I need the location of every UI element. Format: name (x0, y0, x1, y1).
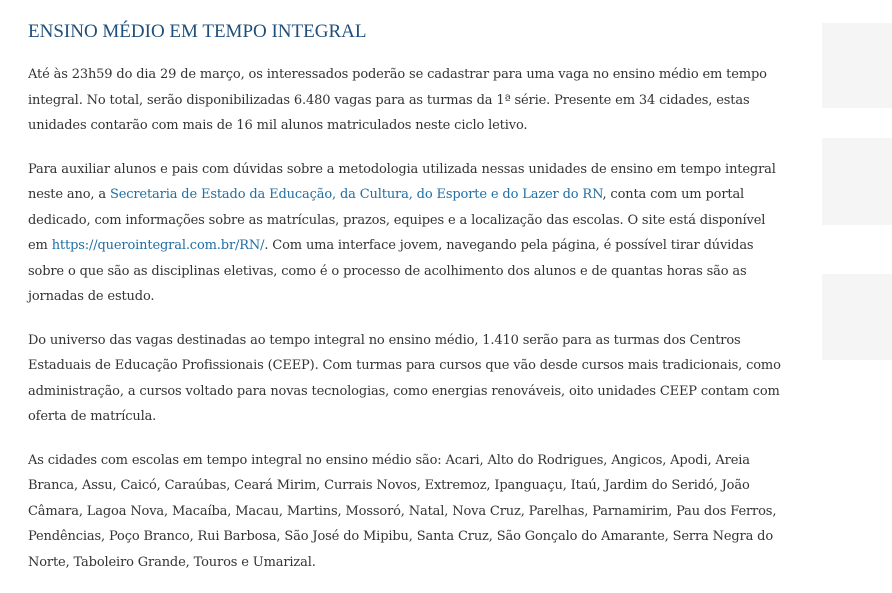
paragraph-portal (28, 157, 788, 310)
sidebar-placeholder-2 (822, 138, 892, 225)
secretaria-link[interactable]: Secretaria de Estado da Educação, da Cultura, do Esporte e do Lazer do RN (109, 187, 603, 202)
paragraph-portal-text-3: . Com uma interface jovem, navegando pela página, é possível tirar dúvidas sobre o que são as disciplinas eletivas, como é o processo de acolhimento dos alunos e de quantas horas são as jornadas de estudo. (28, 238, 754, 304)
paragraph-cities: As cidades com escolas em tempo integral no ensino médio são: Acari, Alto do Rodrigues, Angicos, Apodi, Areia Branca, Assu, Caicó, Caraúbas, Ceará Mirim, Currais Novos, Extremoz, Ipanguaçu, Itaú, Jardim do Seridó, João Câmara, Lagoa Nova, Macaíba, Macau, Martins, Mossoró, Natal, Nova Cruz, Parelhas, Parnamirim, Pau dos Ferros, Pendências, Poço Branco, Rui Barbosa, São José do Mipibu, Santa Cruz, São Gonçalo do Amarante, Serra Negra do Norte, Taboleiro Grande, Touros e Umarizal. (28, 452, 777, 570)
sidebar-placeholder-3 (822, 274, 892, 360)
paragraph-portal-text-1: Para auxiliar alunos e pais com dúvidas sobre a metodologia utilizada nessas unidades de ensino em tempo integral neste ano, a (28, 161, 776, 202)
querointegral-link[interactable]: https://querointegral.com.br/RN/ (51, 238, 265, 253)
paragraph-intro: Até às 23h59 do dia 29 de março, os interessados poderão se cadastrar para uma vaga no ensino médio em tempo integral. No total, serão disponibilizadas 6.480 vagas para as turmas da 1ª série. Presente em 34 cidades, estas unidades contarão com mais de 16 mil alunos matriculados neste ciclo letivo. (28, 67, 767, 133)
article-title: ENSINO MÉDIO EM TEMPO INTEGRAL (28, 21, 367, 42)
paragraph-ceep: Do universo das vagas destinadas ao tempo integral no ensino médio, 1.410 serão para as turmas dos Centros Estaduais de Educação Profissionais (CEEP). Com turmas para cursos que vão desde cursos mais tradicionais, como administração, a cursos voltado para novas tecnologias, como energias renováveis, oito unidades CEEP contam com oferta de matrícula. (28, 332, 781, 424)
article (28, 20, 788, 593)
paragraph-portal-text-2: , conta com um portal dedicado, com informações sobre as matrículas, prazos, equipes e a localização das escolas. O site está disponível em (28, 187, 766, 253)
sidebar-placeholder-1 (822, 23, 892, 108)
